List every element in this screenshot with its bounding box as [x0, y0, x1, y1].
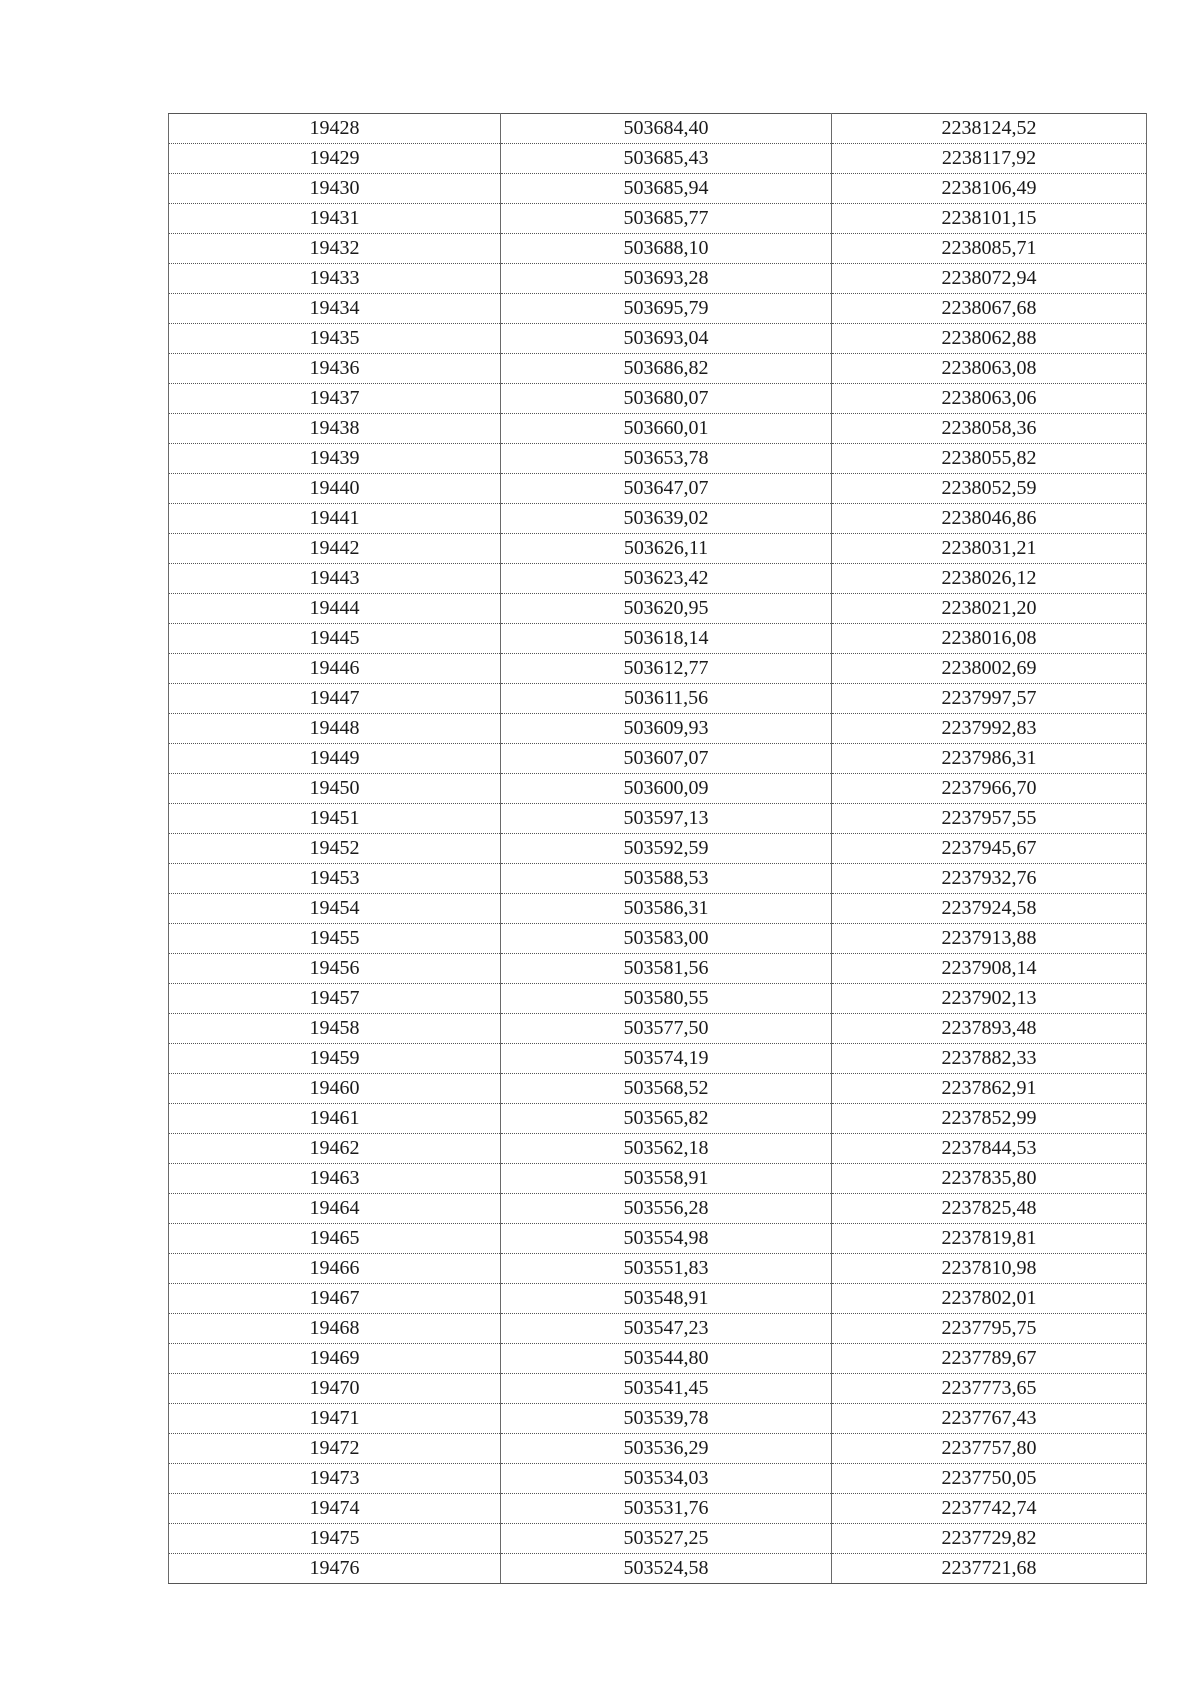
x-coordinate-cell: 503693,28 — [501, 264, 832, 294]
table-row — [169, 1044, 1147, 1074]
table-row — [169, 534, 1147, 564]
point-number-cell: 19446 — [169, 654, 501, 684]
x-coordinate-cell: 503686,82 — [501, 354, 832, 384]
x-coordinate-cell: 503580,55 — [501, 984, 832, 1014]
y-coordinate-cell: 2237992,83 — [832, 714, 1147, 744]
point-number-cell: 19447 — [169, 684, 501, 714]
table-row — [169, 114, 1147, 144]
table-row — [169, 1014, 1147, 1044]
point-number-cell: 19445 — [169, 624, 501, 654]
x-coordinate-cell: 503685,94 — [501, 174, 832, 204]
y-coordinate-cell: 2237729,82 — [832, 1524, 1147, 1554]
x-coordinate-cell: 503527,25 — [501, 1524, 832, 1554]
point-number-cell: 19437 — [169, 384, 501, 414]
x-coordinate-cell: 503544,80 — [501, 1344, 832, 1374]
x-coordinate-cell: 503660,01 — [501, 414, 832, 444]
y-coordinate-cell: 2237819,81 — [832, 1224, 1147, 1254]
y-coordinate-cell: 2237893,48 — [832, 1014, 1147, 1044]
table-row — [169, 144, 1147, 174]
y-coordinate-cell: 2237825,48 — [832, 1194, 1147, 1224]
x-coordinate-cell: 503684,40 — [501, 114, 832, 144]
table-row — [169, 444, 1147, 474]
x-coordinate-cell: 503609,93 — [501, 714, 832, 744]
table-row — [169, 1554, 1147, 1584]
y-coordinate-cell: 2238085,71 — [832, 234, 1147, 264]
table-row — [169, 834, 1147, 864]
table-row — [169, 1524, 1147, 1554]
table-row — [169, 1404, 1147, 1434]
table-row — [169, 294, 1147, 324]
table-row — [169, 1434, 1147, 1464]
table-row — [169, 1344, 1147, 1374]
table-row — [169, 1164, 1147, 1194]
y-coordinate-cell: 2238124,52 — [832, 114, 1147, 144]
y-coordinate-cell: 2237997,57 — [832, 684, 1147, 714]
table-row — [169, 1314, 1147, 1344]
point-number-cell: 19458 — [169, 1014, 501, 1044]
point-number-cell: 19454 — [169, 894, 501, 924]
y-coordinate-cell: 2237789,67 — [832, 1344, 1147, 1374]
x-coordinate-cell: 503680,07 — [501, 384, 832, 414]
y-coordinate-cell: 2237945,67 — [832, 834, 1147, 864]
point-number-cell: 19433 — [169, 264, 501, 294]
point-number-cell: 19467 — [169, 1284, 501, 1314]
point-number-cell: 19428 — [169, 114, 501, 144]
y-coordinate-cell: 2237742,74 — [832, 1494, 1147, 1524]
point-number-cell: 19464 — [169, 1194, 501, 1224]
x-coordinate-cell: 503531,76 — [501, 1494, 832, 1524]
coordinates-table — [168, 113, 1147, 1584]
y-coordinate-cell: 2237924,58 — [832, 894, 1147, 924]
point-number-cell: 19444 — [169, 594, 501, 624]
point-number-cell: 19475 — [169, 1524, 501, 1554]
x-coordinate-cell: 503534,03 — [501, 1464, 832, 1494]
x-coordinate-cell: 503693,04 — [501, 324, 832, 354]
point-number-cell: 19468 — [169, 1314, 501, 1344]
x-coordinate-cell: 503685,77 — [501, 204, 832, 234]
y-coordinate-cell: 2237802,01 — [832, 1284, 1147, 1314]
table-row — [169, 204, 1147, 234]
x-coordinate-cell: 503548,91 — [501, 1284, 832, 1314]
y-coordinate-cell: 2237835,80 — [832, 1164, 1147, 1194]
x-coordinate-cell: 503554,98 — [501, 1224, 832, 1254]
point-number-cell: 19438 — [169, 414, 501, 444]
y-coordinate-cell: 2238062,88 — [832, 324, 1147, 354]
y-coordinate-cell: 2238016,08 — [832, 624, 1147, 654]
table-row — [169, 924, 1147, 954]
table-row — [169, 984, 1147, 1014]
x-coordinate-cell: 503600,09 — [501, 774, 832, 804]
x-coordinate-cell: 503620,95 — [501, 594, 832, 624]
point-number-cell: 19457 — [169, 984, 501, 1014]
table-row — [169, 1074, 1147, 1104]
table-row — [169, 234, 1147, 264]
point-number-cell: 19434 — [169, 294, 501, 324]
x-coordinate-cell: 503556,28 — [501, 1194, 832, 1224]
table-row — [169, 1254, 1147, 1284]
x-coordinate-cell: 503611,56 — [501, 684, 832, 714]
y-coordinate-cell: 2238026,12 — [832, 564, 1147, 594]
y-coordinate-cell: 2238117,92 — [832, 144, 1147, 174]
x-coordinate-cell: 503541,45 — [501, 1374, 832, 1404]
x-coordinate-cell: 503574,19 — [501, 1044, 832, 1074]
table-row — [169, 804, 1147, 834]
y-coordinate-cell: 2238072,94 — [832, 264, 1147, 294]
table-row — [169, 1194, 1147, 1224]
point-number-cell: 19469 — [169, 1344, 501, 1374]
table-row — [169, 774, 1147, 804]
x-coordinate-cell: 503626,11 — [501, 534, 832, 564]
point-number-cell: 19473 — [169, 1464, 501, 1494]
table-row — [169, 1464, 1147, 1494]
table-row — [169, 474, 1147, 504]
table-row — [169, 324, 1147, 354]
x-coordinate-cell: 503536,29 — [501, 1434, 832, 1464]
y-coordinate-cell: 2237844,53 — [832, 1134, 1147, 1164]
point-number-cell: 19439 — [169, 444, 501, 474]
y-coordinate-cell: 2237773,65 — [832, 1374, 1147, 1404]
point-number-cell: 19472 — [169, 1434, 501, 1464]
point-number-cell: 19463 — [169, 1164, 501, 1194]
x-coordinate-cell: 503547,23 — [501, 1314, 832, 1344]
y-coordinate-cell: 2238031,21 — [832, 534, 1147, 564]
y-coordinate-cell: 2238055,82 — [832, 444, 1147, 474]
table-row — [169, 174, 1147, 204]
point-number-cell: 19466 — [169, 1254, 501, 1284]
table-row — [169, 1134, 1147, 1164]
table-row — [169, 894, 1147, 924]
x-coordinate-cell: 503551,83 — [501, 1254, 832, 1284]
y-coordinate-cell: 2238058,36 — [832, 414, 1147, 444]
table-row — [169, 864, 1147, 894]
point-number-cell: 19451 — [169, 804, 501, 834]
x-coordinate-cell: 503539,78 — [501, 1404, 832, 1434]
y-coordinate-cell: 2237902,13 — [832, 984, 1147, 1014]
y-coordinate-cell: 2237810,98 — [832, 1254, 1147, 1284]
table-row — [169, 594, 1147, 624]
table-row — [169, 1494, 1147, 1524]
table-row — [169, 714, 1147, 744]
y-coordinate-cell: 2238002,69 — [832, 654, 1147, 684]
point-number-cell: 19470 — [169, 1374, 501, 1404]
y-coordinate-cell: 2237932,76 — [832, 864, 1147, 894]
x-coordinate-cell: 503588,53 — [501, 864, 832, 894]
y-coordinate-cell: 2237862,91 — [832, 1074, 1147, 1104]
point-number-cell: 19459 — [169, 1044, 501, 1074]
y-coordinate-cell: 2238052,59 — [832, 474, 1147, 504]
x-coordinate-cell: 503583,00 — [501, 924, 832, 954]
table-row — [169, 1104, 1147, 1134]
point-number-cell: 19436 — [169, 354, 501, 384]
point-number-cell: 19460 — [169, 1074, 501, 1104]
point-number-cell: 19441 — [169, 504, 501, 534]
point-number-cell: 19456 — [169, 954, 501, 984]
x-coordinate-cell: 503688,10 — [501, 234, 832, 264]
point-number-cell: 19429 — [169, 144, 501, 174]
table-row — [169, 564, 1147, 594]
y-coordinate-cell: 2238046,86 — [832, 504, 1147, 534]
table-row — [169, 1284, 1147, 1314]
point-number-cell: 19435 — [169, 324, 501, 354]
x-coordinate-cell: 503577,50 — [501, 1014, 832, 1044]
point-number-cell: 19476 — [169, 1554, 501, 1584]
point-number-cell: 19455 — [169, 924, 501, 954]
x-coordinate-cell: 503568,52 — [501, 1074, 832, 1104]
x-coordinate-cell: 503695,79 — [501, 294, 832, 324]
y-coordinate-cell: 2237721,68 — [832, 1554, 1147, 1584]
point-number-cell: 19450 — [169, 774, 501, 804]
point-number-cell: 19440 — [169, 474, 501, 504]
table-row — [169, 414, 1147, 444]
y-coordinate-cell: 2238067,68 — [832, 294, 1147, 324]
point-number-cell: 19452 — [169, 834, 501, 864]
point-number-cell: 19449 — [169, 744, 501, 774]
y-coordinate-cell: 2238063,08 — [832, 354, 1147, 384]
x-coordinate-cell: 503685,43 — [501, 144, 832, 174]
x-coordinate-cell: 503623,42 — [501, 564, 832, 594]
x-coordinate-cell: 503562,18 — [501, 1134, 832, 1164]
y-coordinate-cell: 2238021,20 — [832, 594, 1147, 624]
y-coordinate-cell: 2237757,80 — [832, 1434, 1147, 1464]
x-coordinate-cell: 503524,58 — [501, 1554, 832, 1584]
point-number-cell: 19432 — [169, 234, 501, 264]
x-coordinate-cell: 503565,82 — [501, 1104, 832, 1134]
table-row — [169, 744, 1147, 774]
point-number-cell: 19474 — [169, 1494, 501, 1524]
point-number-cell: 19462 — [169, 1134, 501, 1164]
x-coordinate-cell: 503607,07 — [501, 744, 832, 774]
table-row — [169, 684, 1147, 714]
y-coordinate-cell: 2237966,70 — [832, 774, 1147, 804]
table-row — [169, 624, 1147, 654]
table-row — [169, 264, 1147, 294]
y-coordinate-cell: 2237750,05 — [832, 1464, 1147, 1494]
y-coordinate-cell: 2237913,88 — [832, 924, 1147, 954]
y-coordinate-cell: 2237882,33 — [832, 1044, 1147, 1074]
x-coordinate-cell: 503647,07 — [501, 474, 832, 504]
x-coordinate-cell: 503618,14 — [501, 624, 832, 654]
coordinates-table-body — [169, 114, 1147, 1584]
point-number-cell: 19465 — [169, 1224, 501, 1254]
x-coordinate-cell: 503639,02 — [501, 504, 832, 534]
point-number-cell: 19431 — [169, 204, 501, 234]
x-coordinate-cell: 503653,78 — [501, 444, 832, 474]
y-coordinate-cell: 2237852,99 — [832, 1104, 1147, 1134]
y-coordinate-cell: 2237795,75 — [832, 1314, 1147, 1344]
point-number-cell: 19461 — [169, 1104, 501, 1134]
point-number-cell: 19471 — [169, 1404, 501, 1434]
y-coordinate-cell: 2238063,06 — [832, 384, 1147, 414]
table-row — [169, 654, 1147, 684]
point-number-cell: 19448 — [169, 714, 501, 744]
x-coordinate-cell: 503612,77 — [501, 654, 832, 684]
x-coordinate-cell: 503558,91 — [501, 1164, 832, 1194]
x-coordinate-cell: 503586,31 — [501, 894, 832, 924]
table-row — [169, 504, 1147, 534]
x-coordinate-cell: 503597,13 — [501, 804, 832, 834]
x-coordinate-cell: 503592,59 — [501, 834, 832, 864]
point-number-cell: 19453 — [169, 864, 501, 894]
y-coordinate-cell: 2238101,15 — [832, 204, 1147, 234]
point-number-cell: 19430 — [169, 174, 501, 204]
point-number-cell: 19443 — [169, 564, 501, 594]
table-row — [169, 1224, 1147, 1254]
table-row — [169, 954, 1147, 984]
table-row — [169, 1374, 1147, 1404]
table-row — [169, 384, 1147, 414]
y-coordinate-cell: 2238106,49 — [832, 174, 1147, 204]
x-coordinate-cell: 503581,56 — [501, 954, 832, 984]
point-number-cell: 19442 — [169, 534, 501, 564]
y-coordinate-cell: 2237957,55 — [832, 804, 1147, 834]
y-coordinate-cell: 2237908,14 — [832, 954, 1147, 984]
y-coordinate-cell: 2237767,43 — [832, 1404, 1147, 1434]
table-row — [169, 354, 1147, 384]
y-coordinate-cell: 2237986,31 — [832, 744, 1147, 774]
